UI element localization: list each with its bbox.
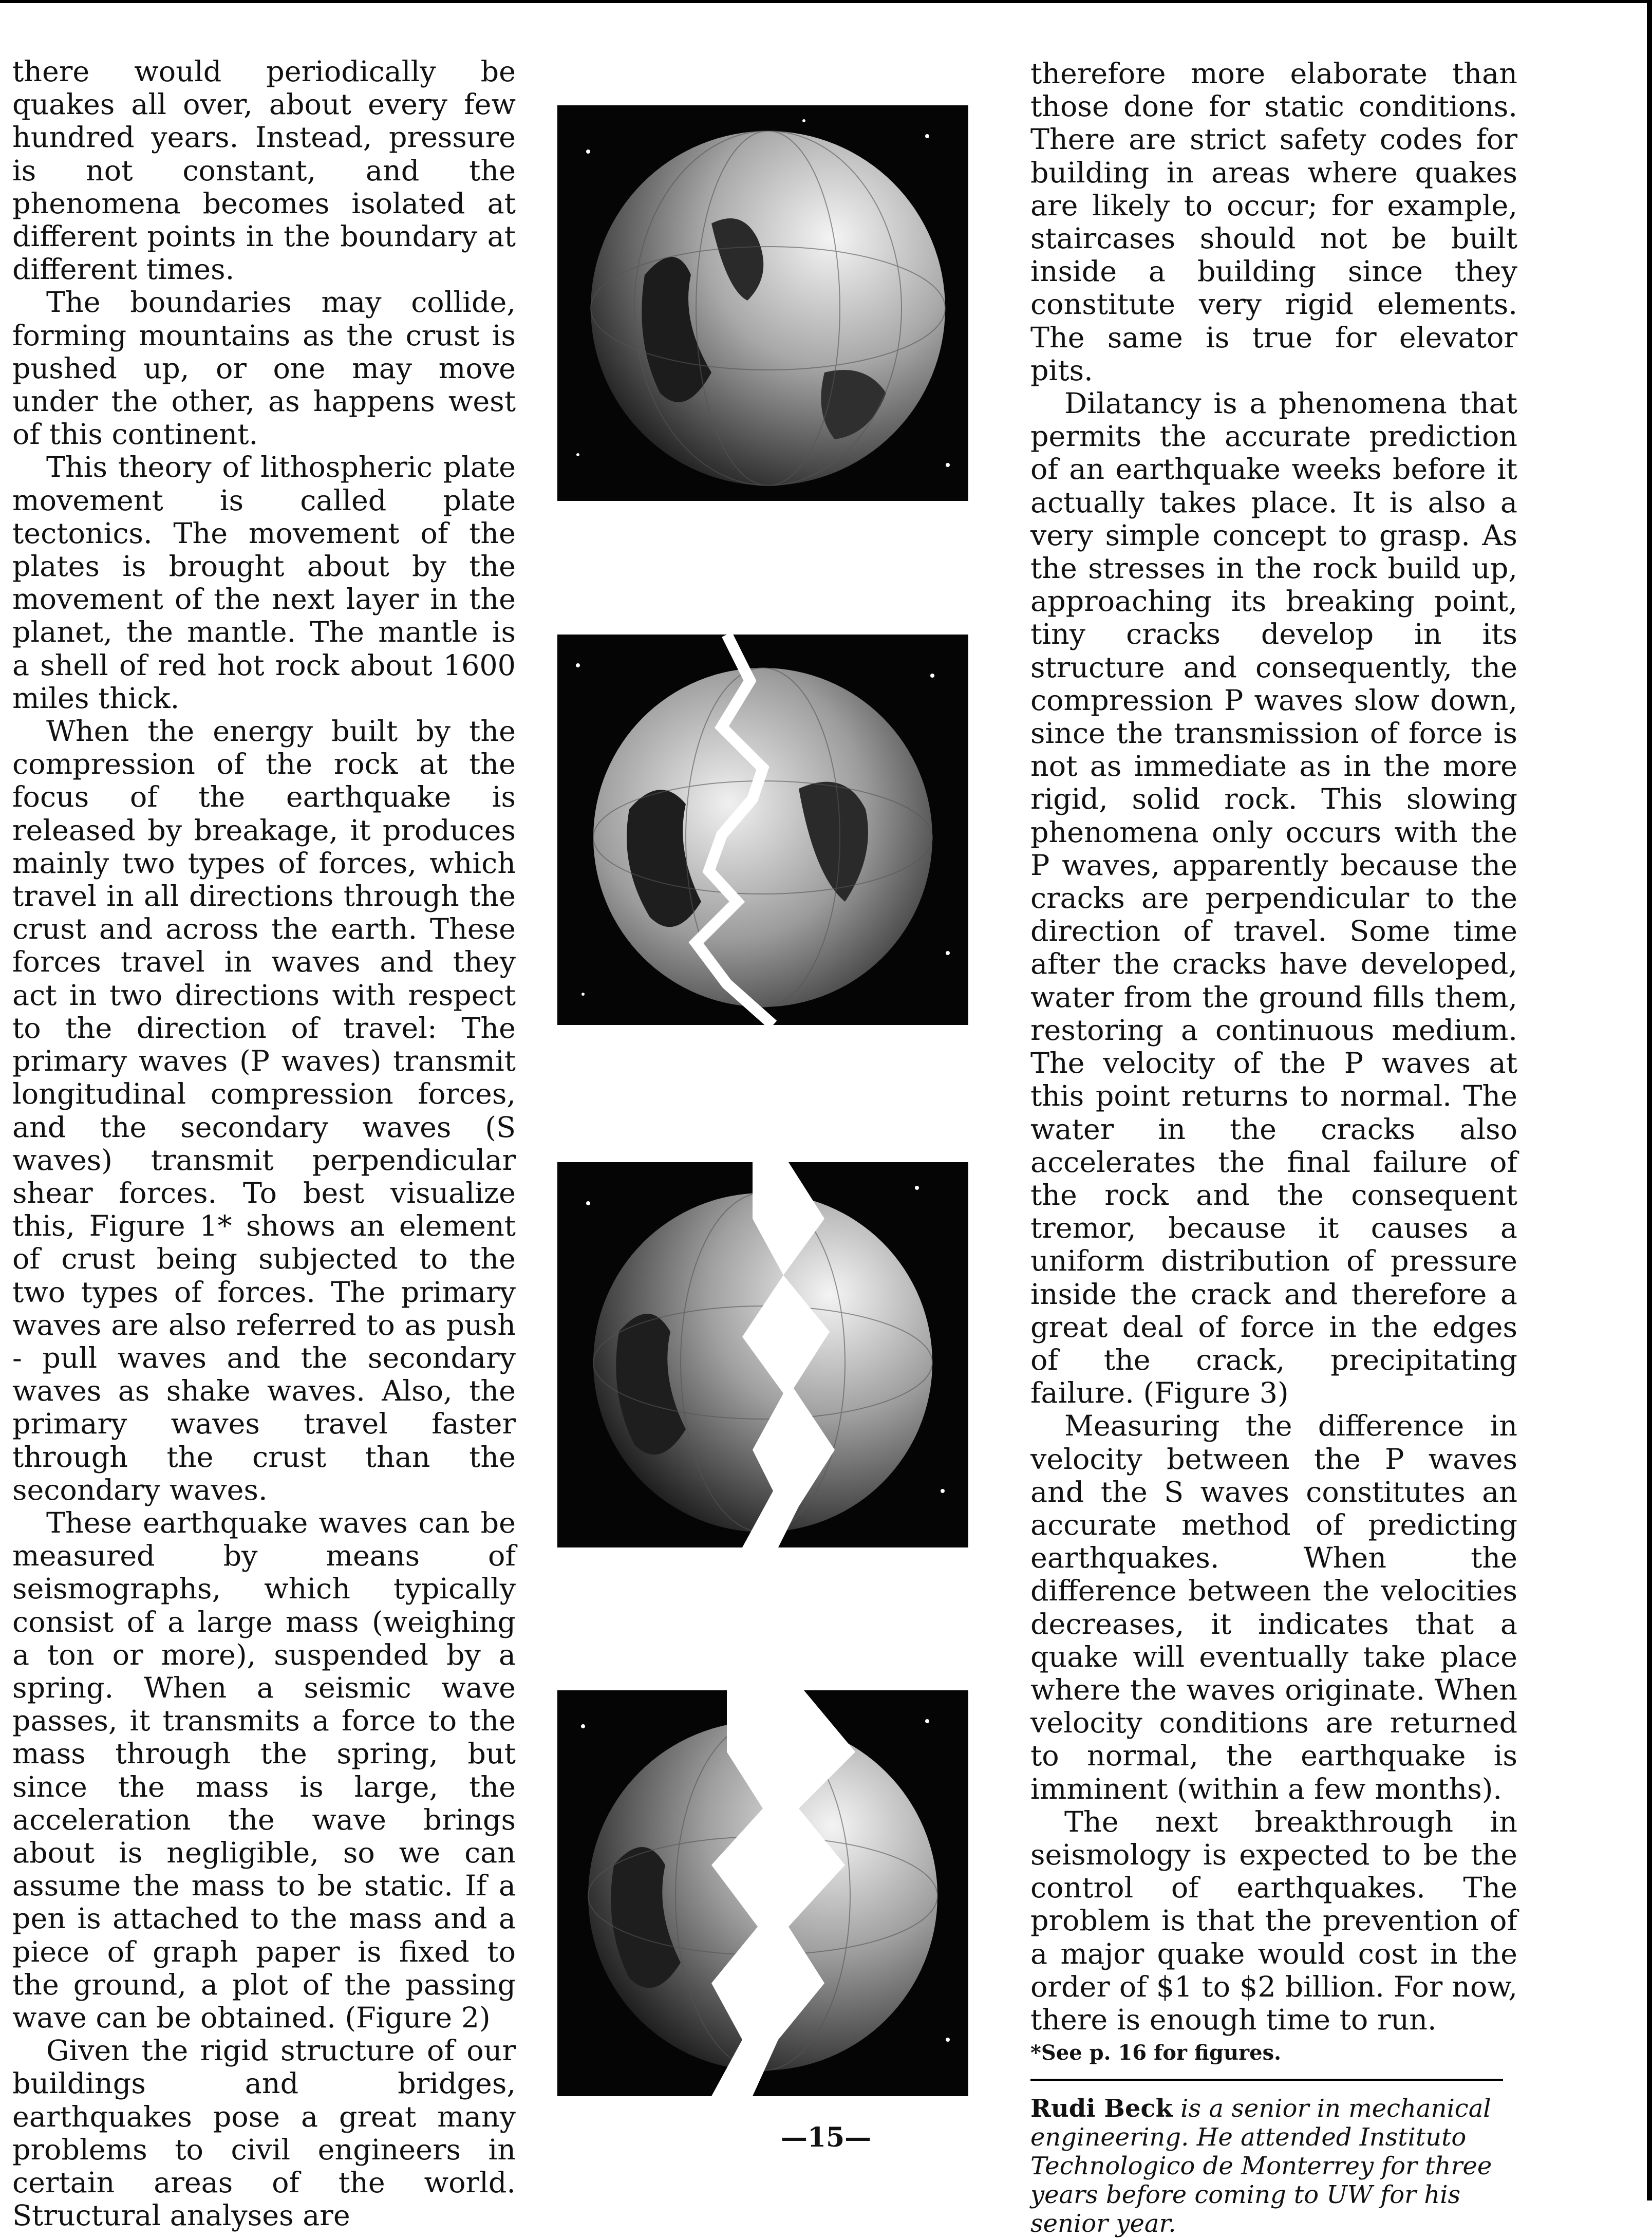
right-paragraph-2: Dilatancy is a phenomena that permits the accurate prediction of an earthquake weeks before it actually takes place. It is also a very simple concept to grasp. As the stresses in the rock build up, approaching its breaking point, tiny cracks develop in its structure and consequently, the compression P waves slow down, since the transmission of force is not as immediate as in the more rigid, solid rock. This slowing phenomena only occurs with the P waves, apparently because the cracks are perpendicular to the direction of travel. Some time after the cracks have developed, water from the ground fills them, restoring a continuous medium. The velocity of the P waves at this point returns to normal. The water in the cracks also accelerates the final failure of the rock and the consequent tremor, because it causes a uniform distribution of pressure inside the crack and therefore a great deal of force in the edges of the crack, precipitating failure. (Figure 3) <box>1030 387 1517 1410</box>
author-bio <box>1030 2094 1517 2238</box>
right-paragraph-1: therefore more elaborate than those done for static conditions. There are strict safety codes for building in areas where quakes are likely to occur; for example, staircases should not be built inside a building since they constitute very rigid elements. The same is true for elevator pits. <box>1030 57 1517 387</box>
left-column <box>12 55 516 2232</box>
right-paragraph-4: The next breakthrough in seismology is expected to be the control of earthquakes. The problem is that the prevention of a major quake would cost in the order of $1 to $2 billion. For now, there is enough time to run. <box>1030 1805 1517 2037</box>
globe-image-4 <box>557 1690 968 2096</box>
left-paragraph-3: This theory of lithospheric plate movement is called plate tectonics. The movement of the plates is brought about by the movement of the next layer in the planet, the mantle. The mantle is a shell of red hot rock about 1600 miles thick. <box>12 451 516 715</box>
bio-divider <box>1030 2079 1503 2081</box>
left-paragraph-5: These earthquake waves can be measured by means of seismographs, which typically consist of a large mass (weighing a ton or more), suspended by a spring. When a seismic wave passes, it transmits a force to the mass through the spring, but since the mass is large, the acceleration the wave brings about is negligible, so we can assume the mass to be static. If a pen is attached to the mass and a piece of graph paper is fixed to the ground, a plot of the passing wave can be obtained. (Figure 2) <box>12 1506 516 2035</box>
author-bio-text: is a senior in mechanical engineering. He attended Instituto Technologico de Monterrey for three years before coming to UW for his senior year. <box>1030 2094 1492 2238</box>
page-edge-bar <box>1647 0 1652 2200</box>
globe-image-1 <box>557 105 968 501</box>
figures-footnote: *See p. 16 for figures. <box>1030 2041 1282 2065</box>
globe-image-2 <box>557 635 968 1025</box>
globe-image-3 <box>557 1162 968 1547</box>
right-column <box>1030 58 1517 2238</box>
left-paragraph-6: Given the rigid structure of our buildings and bridges, earthquakes pose a great many problems to civil engineers in certain areas of the world. Structural analyses are <box>12 2034 516 2233</box>
top-rule <box>0 0 1652 3</box>
right-paragraph-3: Measuring the difference in velocity between the P waves and the S waves constitutes an accurate method of predicting earthquakes. When the difference between the velocities decreases, it indicates that a quake will eventually take place where the waves originate. When velocity conditions are returned to normal, the earthquake is imminent (within a few months). <box>1030 1409 1517 1806</box>
author-name: Rudi Beck <box>1030 2094 1173 2123</box>
left-paragraph-1: there would periodically be quakes all over, about every few hundred years. Instead, pressure is not constant, and the phenomena becomes isolated at different points in the boundary at different times. <box>12 55 516 287</box>
left-paragraph-2: The boundaries may collide, forming mountains as the crust is pushed up, or one may move under the other, as happens west of this continent. <box>12 286 516 452</box>
left-paragraph-4: When the energy built by the compression of the rock at the focus of the earthquake is released by breakage, it produces mainly two types of forces, which travel in all directions through the crust and across the earth. These forces travel in waves and they act in two directions with respect to the direction of travel: The primary waves (P waves) transmit longitudinal compression forces, and the secondary waves (S waves) transmit perpendicular shear forces. To best visualize this, Figure 1* shows an element of crust being subjected to the two types of forces. The primary waves are also referred to as push - pull waves and the secondary waves as shake waves. Also, the primary waves travel faster through the crust than the secondary waves. <box>12 715 516 1507</box>
page-number: —15— <box>780 2122 872 2153</box>
